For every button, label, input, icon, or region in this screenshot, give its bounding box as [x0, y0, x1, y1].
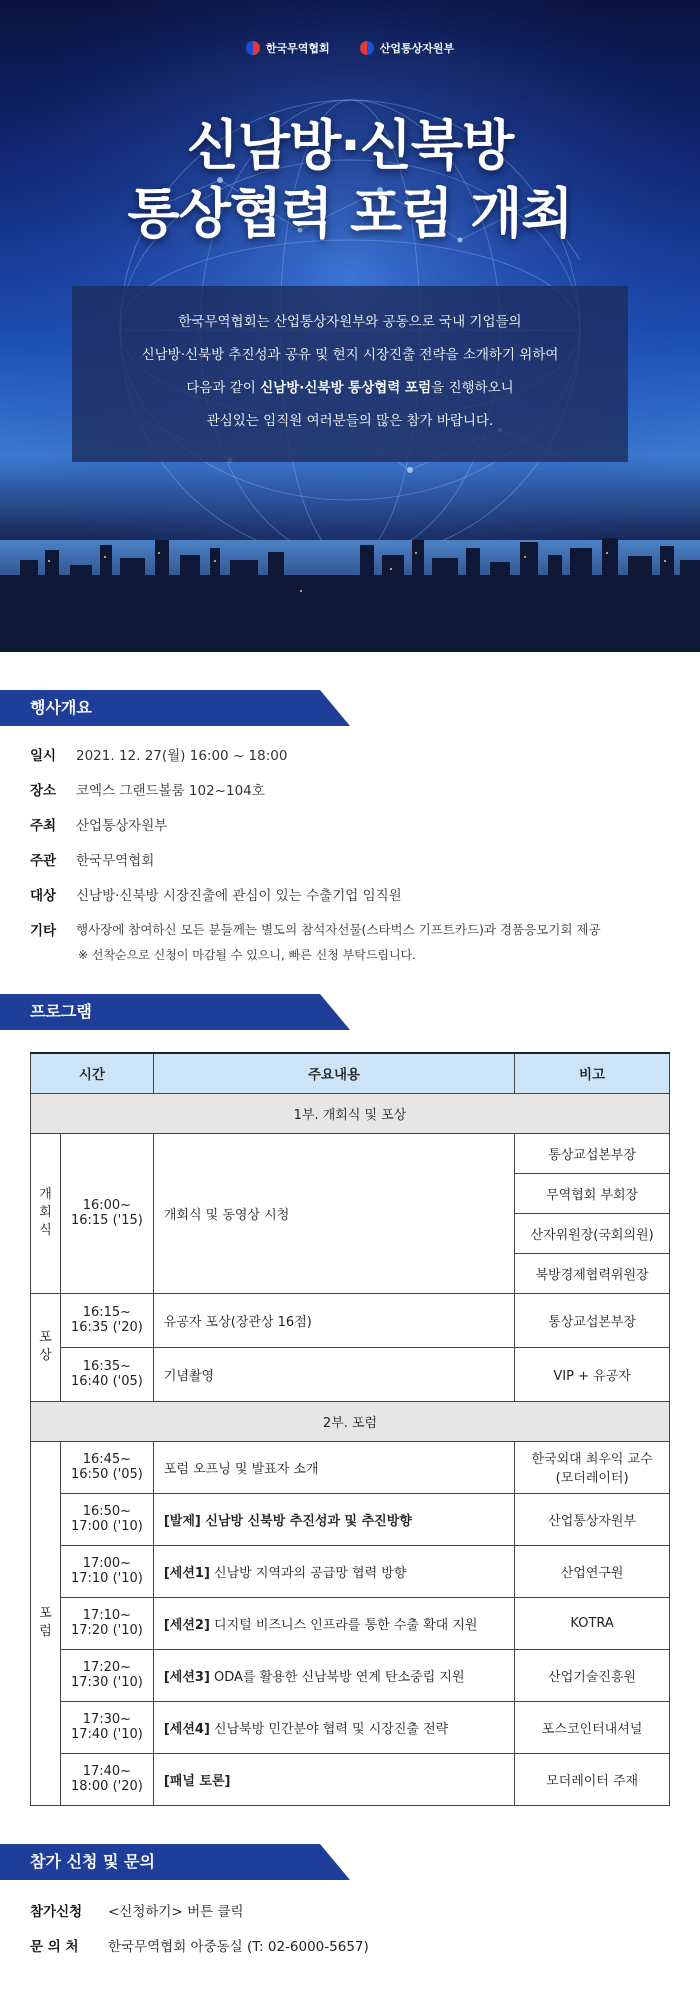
note-cell	[515, 1441, 670, 1493]
time-start: 16:50~	[82, 1504, 132, 1519]
table-row	[31, 1493, 670, 1545]
time-start: 17:20~	[82, 1660, 132, 1675]
section-title: 참가 신청 및 문의	[30, 1852, 155, 1871]
contact-value: <신청하기> 버튼 클릭	[108, 1903, 244, 1920]
intro-emphasis: 신남방·신북방 통상협력 포럼	[260, 380, 432, 396]
time-cell	[60, 1347, 153, 1401]
kita-logo	[246, 40, 330, 56]
overview-value: 2021. 12. 27(월) 16:00 ~ 18:00	[76, 747, 288, 764]
table-row	[31, 1597, 670, 1649]
hero-title-line1: 신남방·신북방	[186, 114, 514, 177]
section-header-overview	[0, 690, 350, 726]
overview-value: 신남방·신북방 시장진출에 관심이 있는 수출기업 임직원	[76, 887, 402, 904]
group-char: 회	[39, 1205, 52, 1220]
time-cell	[60, 1293, 153, 1347]
overview-list	[30, 736, 601, 946]
content-bold: [발제] 신남방 신북방 추진성과 및 추진방향	[163, 1513, 412, 1529]
overview-key: 주관	[30, 852, 57, 869]
time-start: 16:00~	[82, 1198, 132, 1213]
motie-logo	[360, 40, 454, 56]
overview-value: 산업통상자원부	[76, 817, 168, 834]
table-row	[31, 1133, 670, 1173]
intro-line: 한국무역협회는 산업통상자원부와 공동으로 국내 기업들의	[178, 314, 522, 330]
intro-text: 을 진행하오니	[431, 380, 514, 396]
note-cell: 산업통상자원부	[515, 1493, 670, 1545]
contact-value: 한국무역협회 아중동실 (T: 02-6000-5657)	[108, 1938, 369, 1955]
note-line: (모더레이터)	[555, 1471, 629, 1486]
time-start: 16:15~	[82, 1305, 132, 1320]
note-cell: 통상교섭본부장	[515, 1133, 670, 1173]
contact-list	[30, 1892, 369, 1962]
contact-row	[30, 1892, 369, 1927]
table-header-row	[31, 1053, 670, 1093]
content-cell	[153, 1545, 514, 1597]
table-row	[31, 1293, 670, 1347]
overview-value: 한국무역협회	[76, 852, 155, 869]
content-bold: [세션2]	[163, 1617, 210, 1633]
group-char: 개	[39, 1187, 52, 1202]
time-end: 16:40 ('05)	[70, 1374, 143, 1389]
content-bold: [세션1]	[163, 1565, 210, 1581]
group-char: 포	[39, 1330, 52, 1345]
overview-row	[30, 806, 601, 841]
time-cell	[60, 1441, 153, 1493]
intro-line: 관심있는 임직원 여러분들의 많은 참가 바랍니다.	[206, 413, 494, 429]
time-cell	[60, 1753, 153, 1805]
hero-banner	[0, 0, 700, 652]
contact-row	[30, 1927, 369, 1962]
intro-box	[72, 286, 628, 462]
time-cell	[60, 1701, 153, 1753]
overview-value: 코엑스 그랜드볼룸 102~104호	[76, 782, 265, 799]
content-text: 디지털 비즈니스 인프라를 통한 수출 확대 지원	[209, 1617, 478, 1633]
time-end: 17:00 ('10)	[70, 1519, 143, 1534]
time-start: 16:35~	[82, 1359, 132, 1374]
program-table	[30, 1052, 670, 1806]
overview-row	[30, 876, 601, 911]
table-row	[31, 1753, 670, 1805]
group-char: 상	[39, 1348, 52, 1363]
content-bold: [세션4]	[163, 1721, 210, 1737]
time-start: 17:30~	[82, 1712, 132, 1727]
content-cell	[153, 1493, 514, 1545]
content-text: 신남방 지역과의 공급망 협력 방향	[209, 1565, 407, 1581]
contact-key: 문 의 처	[30, 1938, 79, 1955]
kita-logo-text: 한국무역협회	[265, 42, 330, 55]
time-end: 17:40 ('10)	[70, 1727, 143, 1742]
content-cell	[153, 1597, 514, 1649]
motie-logo-icon	[360, 41, 374, 55]
note-cell: KOTRA	[515, 1597, 670, 1649]
overview-key: 장소	[30, 782, 57, 799]
note-cell: 북방경제협력위원장	[515, 1253, 670, 1293]
contact-key: 참가신청	[30, 1903, 83, 1920]
time-end: 18:00 ('20)	[70, 1779, 143, 1794]
note-cell: 산자위원장(국회의원)	[515, 1213, 670, 1253]
table-row	[31, 1545, 670, 1597]
section-title: 행사개요	[30, 698, 92, 717]
part-row	[31, 1093, 670, 1133]
group-label-open	[31, 1133, 61, 1293]
table-row	[31, 1701, 670, 1753]
table-row	[31, 1347, 670, 1401]
note-cell: 통상교섭본부장	[515, 1293, 670, 1347]
time-cell	[60, 1133, 153, 1293]
hero-title-line2: 통상협력 포럼 개최	[127, 182, 573, 245]
note-cell: 포스코인터내셔널	[515, 1701, 670, 1753]
section-header-contact	[0, 1844, 350, 1880]
kita-logo-icon	[246, 41, 260, 55]
content-cell: 유공자 포상(장관상 16점)	[153, 1293, 514, 1347]
note-cell: 산업기술진흥원	[515, 1649, 670, 1701]
content-bold: [세션3]	[163, 1669, 210, 1685]
note-line: 한국외대 최우익 교수	[531, 1452, 653, 1467]
overview-key: 기타	[30, 922, 57, 939]
overview-row	[30, 771, 601, 806]
overview-row	[30, 911, 601, 946]
overview-key: 일시	[30, 747, 57, 764]
intro-line: 신남방·신북방 추진성과 공유 및 현지 시장진출 전략을 소개하기 위하여	[141, 347, 559, 363]
time-start: 17:00~	[82, 1556, 132, 1571]
time-end: 17:20 ('10)	[70, 1623, 143, 1638]
content-cell: 기념촬영	[153, 1347, 514, 1401]
note-cell: 산업연구원	[515, 1545, 670, 1597]
overview-value: 행사장에 참여하신 모든 분들께는 별도의 참석자선물(스타벅스 기프트카드)과 경품응모기회 제공	[76, 921, 601, 937]
time-start: 17:10~	[82, 1608, 132, 1623]
time-cell	[60, 1597, 153, 1649]
overview-row	[30, 841, 601, 876]
group-char: 럼	[39, 1624, 52, 1639]
column-header-content: 주요내용	[153, 1053, 514, 1093]
column-header-note: 비고	[515, 1053, 670, 1093]
overview-note: ※ 선착순으로 신청이 마감될 수 있으니, 빠른 신청 부탁드립니다.	[78, 948, 417, 962]
time-start: 17:40~	[82, 1764, 132, 1779]
group-label-award	[31, 1293, 61, 1401]
content-text: 신남북방 민간분야 협력 및 시장진출 전략	[209, 1721, 449, 1737]
time-cell	[60, 1545, 153, 1597]
part-row	[31, 1401, 670, 1441]
column-header-time: 시간	[31, 1053, 154, 1093]
overview-key: 대상	[30, 887, 57, 904]
overview-row	[30, 736, 601, 771]
content-text: ODA를 활용한 신남북방 연계 탄소중립 지원	[209, 1669, 465, 1685]
time-end: 16:35 ('20)	[70, 1320, 143, 1335]
time-cell	[60, 1493, 153, 1545]
partner-logos	[0, 40, 700, 56]
table-row	[31, 1441, 670, 1493]
overview-key: 주최	[30, 817, 57, 834]
intro-text: 다음과 같이	[186, 380, 261, 396]
group-char: 포	[39, 1606, 52, 1621]
time-cell	[60, 1649, 153, 1701]
content-bold: [패널 토론]	[163, 1773, 231, 1789]
content-text: 포럼 오프닝 및 발표자 소개	[163, 1461, 319, 1477]
note-cell: 무역협회 부회장	[515, 1173, 670, 1213]
motie-logo-text: 산업통상자원부	[379, 42, 455, 55]
content-cell	[153, 1753, 514, 1805]
hero-title	[0, 112, 700, 248]
content-cell	[153, 1701, 514, 1753]
time-end: 16:15 ('15)	[70, 1213, 143, 1228]
section-title: 프로그램	[30, 1002, 92, 1021]
part-label: 2부. 포럼	[31, 1401, 670, 1441]
group-label-forum	[31, 1441, 61, 1805]
time-end: 16:50 ('05)	[70, 1467, 143, 1482]
time-end: 17:30 ('10)	[70, 1675, 143, 1690]
intro-line	[72, 372, 628, 405]
content-cell	[153, 1441, 514, 1493]
section-header-program	[0, 994, 350, 1030]
group-char: 식	[39, 1223, 52, 1238]
content-cell	[153, 1649, 514, 1701]
note-cell: 모더레이터 주재	[515, 1753, 670, 1805]
content-cell: 개회식 및 동영상 시청	[153, 1133, 514, 1293]
time-end: 17:10 ('10)	[70, 1571, 143, 1586]
table-row	[31, 1649, 670, 1701]
note-cell: VIP + 유공자	[515, 1347, 670, 1401]
part-label: 1부. 개회식 및 포상	[31, 1093, 670, 1133]
time-start: 16:45~	[82, 1452, 132, 1467]
